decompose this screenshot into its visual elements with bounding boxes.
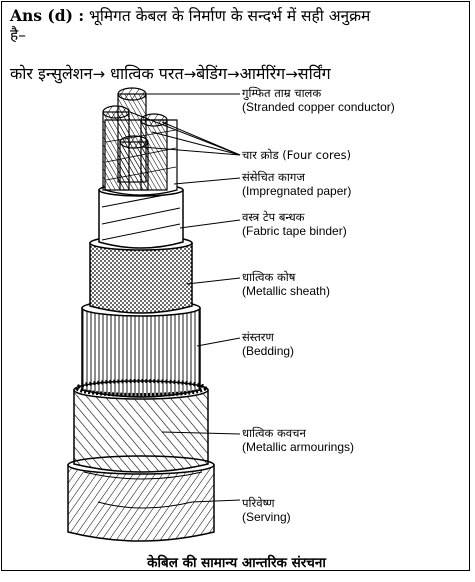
sequence-item-metallic-layer: धात्विक परत (110, 64, 184, 83)
label-fabric-tape: वस्त्र टेप बन्धक (Fabric tape binder) (242, 210, 347, 238)
arrow-icon: → (92, 65, 106, 83)
figure-caption: केबिल की सामान्य आन्तरिक संरचना (147, 555, 326, 571)
cable-diagram (2, 2, 471, 572)
label-bedding: संस्तरण (Bedding) (242, 330, 295, 358)
label-impregnated-paper: संसेचित कागज (Impregnated paper) (242, 170, 352, 198)
label-serving: परिवेष्ण (Serving) (242, 496, 291, 524)
answer-box (1, 1, 470, 571)
arrow-icon: → (227, 65, 240, 83)
arrow-icon: → (183, 65, 197, 83)
sequence-item-armouring: आर्मरिंग (239, 64, 286, 83)
label-four-cores: चार क्रोड (Four cores) (242, 148, 352, 162)
label-stranded-conductor: गुम्फित ताम्र चालक (Stranded copper conductor) (242, 86, 395, 114)
label-armourings: धात्विक कवचन (Metallic armourings) (242, 426, 355, 454)
core-assembly (103, 88, 177, 195)
sequence-item-bedding: बेडिंग (196, 64, 227, 83)
answer-label: Ans (d) : (10, 6, 85, 25)
question-line-2: है– (10, 26, 26, 44)
question-text: भूमिगत केबल के निर्माण के सन्दर्भ में सही अनुक्रम (88, 7, 371, 25)
sequence-item-core-insulation: कोर इन्सुलेशन (10, 64, 93, 83)
bedding-layer (82, 300, 200, 397)
arrow-icon: → (285, 65, 298, 83)
sequence-item-serving: सर्विंग (297, 64, 331, 83)
label-metallic-sheath: धात्विक कोष (Metallic sheath) (242, 270, 331, 298)
